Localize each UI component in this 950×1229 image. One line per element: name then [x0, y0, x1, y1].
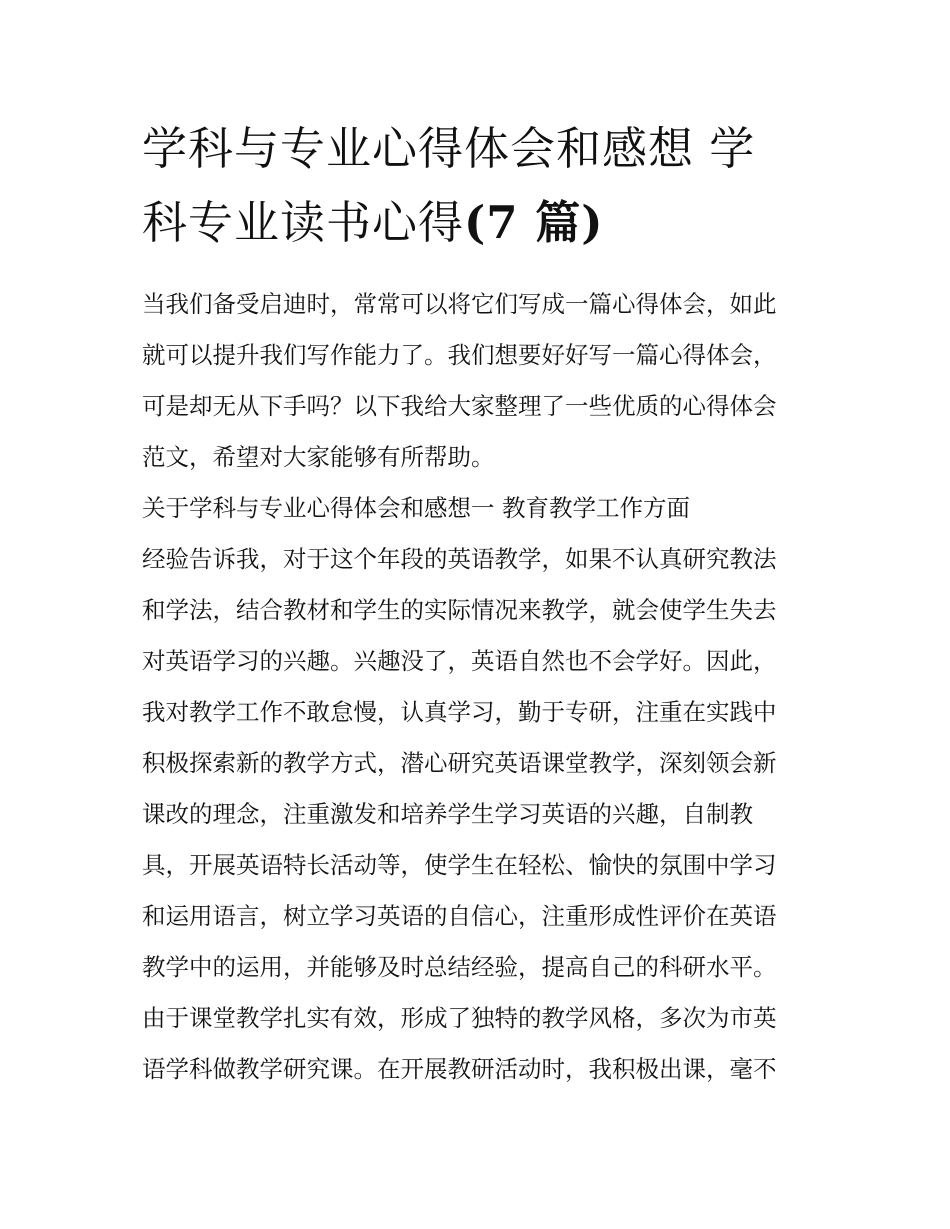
body-line: 就可以提升我们写作能力了。我们想要好好写一篇心得体会，	[142, 341, 777, 369]
body-line: 课改的理念，注重激发和培养学生学习英语的兴趣，自制教	[142, 800, 753, 828]
body-line: 积极探索新的教学方式，潜心研究英语课堂教学，深刻领会新	[142, 749, 777, 777]
title-line-2-prefix: 科专业读书心得	[142, 196, 465, 249]
title-line-2-suffix: (7 篇)	[464, 196, 604, 249]
body-line: 教学中的运用，并能够及时总结经验，提高自己的科研水平。	[142, 953, 777, 981]
body-line: 对英语学习的兴趣。兴趣没了，英语自然也不会学好。因此，	[142, 647, 777, 675]
body-line: 具，开展英语特长活动等，使学生在轻松、愉快的氛围中学习	[142, 851, 777, 879]
body-line: 和学法，结合教材和学生的实际情况来教学，就会使学生失去	[142, 596, 777, 624]
body-line: 我对教学工作不敢怠慢，认真学习，勤于专研，注重在实践中	[142, 698, 777, 726]
section-heading: 关于学科与专业心得体会和感想一 教育教学工作方面	[142, 494, 690, 522]
body-line: 经验告诉我，对于这个年段的英语教学，如果不认真研究教法	[142, 545, 777, 573]
body-line: 范文，希望对大家能够有所帮助。	[142, 443, 495, 471]
document-title	[142, 112, 814, 260]
document-page	[142, 112, 814, 1095]
body-line: 和运用语言，树立学习英语的自信心，注重形成性评价在英语	[142, 902, 777, 930]
body-line: 语学科做教学研究课。在开展教研活动时，我积极出课，毫不	[142, 1055, 777, 1083]
document-body	[142, 279, 814, 1095]
body-line: 可是却无从下手吗？以下我给大家整理了一些优质的心得体会	[142, 392, 777, 420]
body-line: 由于课堂教学扎实有效，形成了独特的教学风格，多次为市英	[142, 1004, 777, 1032]
body-line: 当我们备受启迪时，常常可以将它们写成一篇心得体会，如此	[142, 290, 777, 318]
title-line-1: 学科与专业心得体会和感想 学	[142, 122, 756, 175]
